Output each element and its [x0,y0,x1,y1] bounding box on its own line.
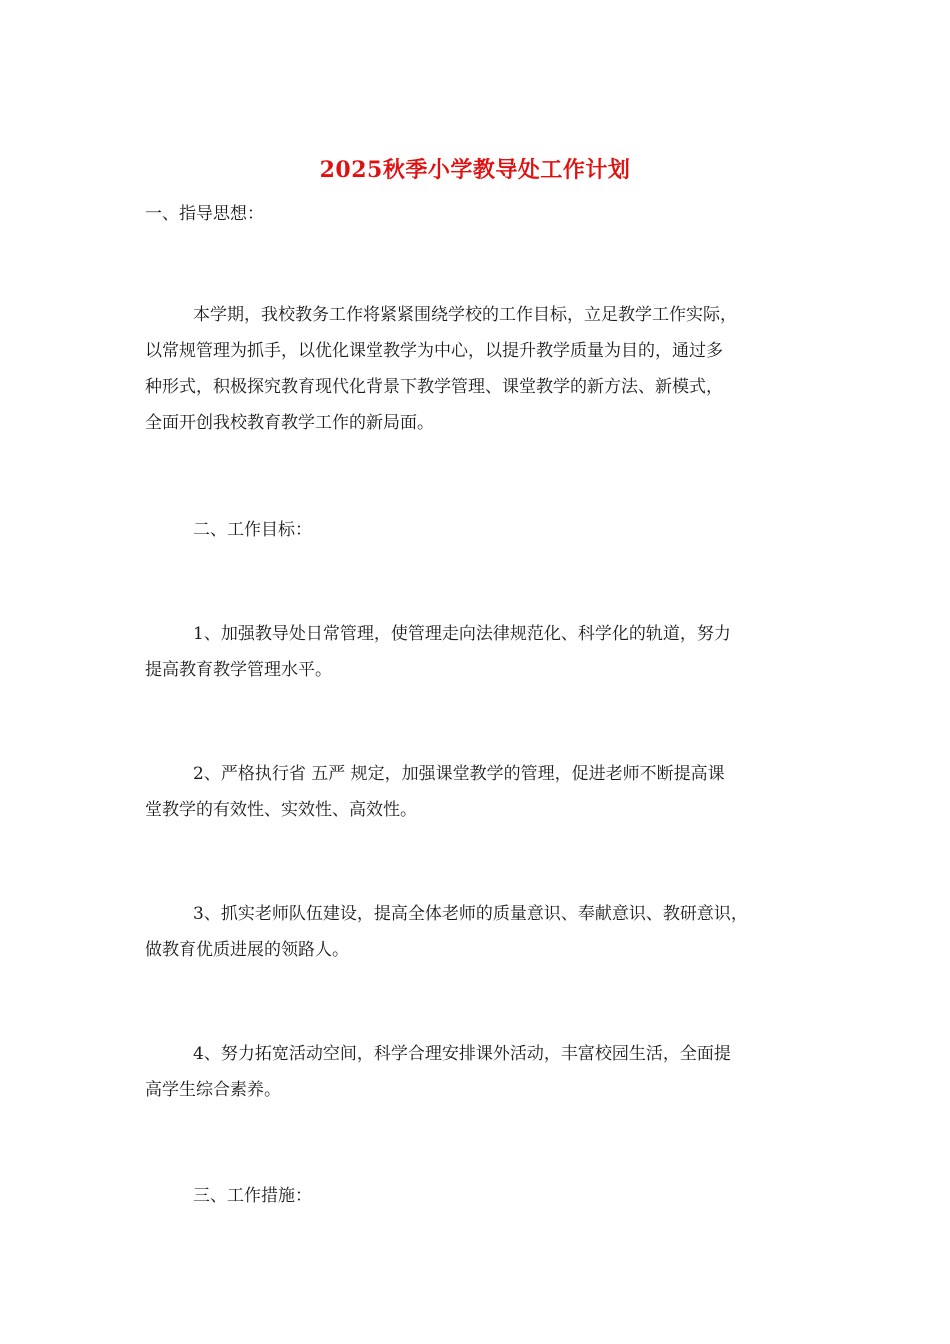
paragraph-line: 堂教学的有效性、实效性、高效性。 [145,800,417,820]
paragraph-line: 1、加强教导处日常管理，使管理走向法律规范化、科学化的轨道，努力 [193,624,731,644]
paragraph-line: 3、抓实老师队伍建设，提高全体老师的质量意识、奉献意识、教研意识， [193,904,748,924]
paragraph-line: 做教育优质进展的领路人。 [145,940,349,960]
paragraph-line: 本学期，我校教务工作将紧紧围绕学校的工作目标，立足教学工作实际， [193,305,737,325]
goal-item [145,896,805,968]
goal-item [145,756,805,828]
intro-paragraph [145,297,805,441]
paragraph-line: 高学生综合素养。 [145,1080,281,1100]
goal-item [145,616,805,688]
paragraph-line: 2、严格执行省 五严 规定，加强课堂教学的管理，促进老师不断提高课 [193,764,725,784]
paragraph-line: 4、努力拓宽活动空间，科学合理安排课外活动，丰富校园生活，全面提 [193,1044,731,1064]
paragraph-line: 提高教育教学管理水平。 [145,660,332,680]
paragraph-line: 全面开创我校教育教学工作的新局面。 [145,413,434,433]
section-heading-work-measures: 三、工作措施： [193,1186,312,1206]
paragraph-line: 种形式，积极探究教育现代化背景下教学管理、课堂教学的新方法、新模式， [145,377,723,397]
section-heading-work-goals: 二、工作目标： [193,520,312,540]
paragraph-line: 以常规管理为抓手，以优化课堂教学为中心，以提升教学质量为目的，通过多 [145,341,723,361]
goal-item [145,1036,805,1108]
document-title: 2025秋季小学教导处工作计划 [319,157,631,183]
section-heading-guiding-thought: 一、指导思想： [145,204,264,224]
